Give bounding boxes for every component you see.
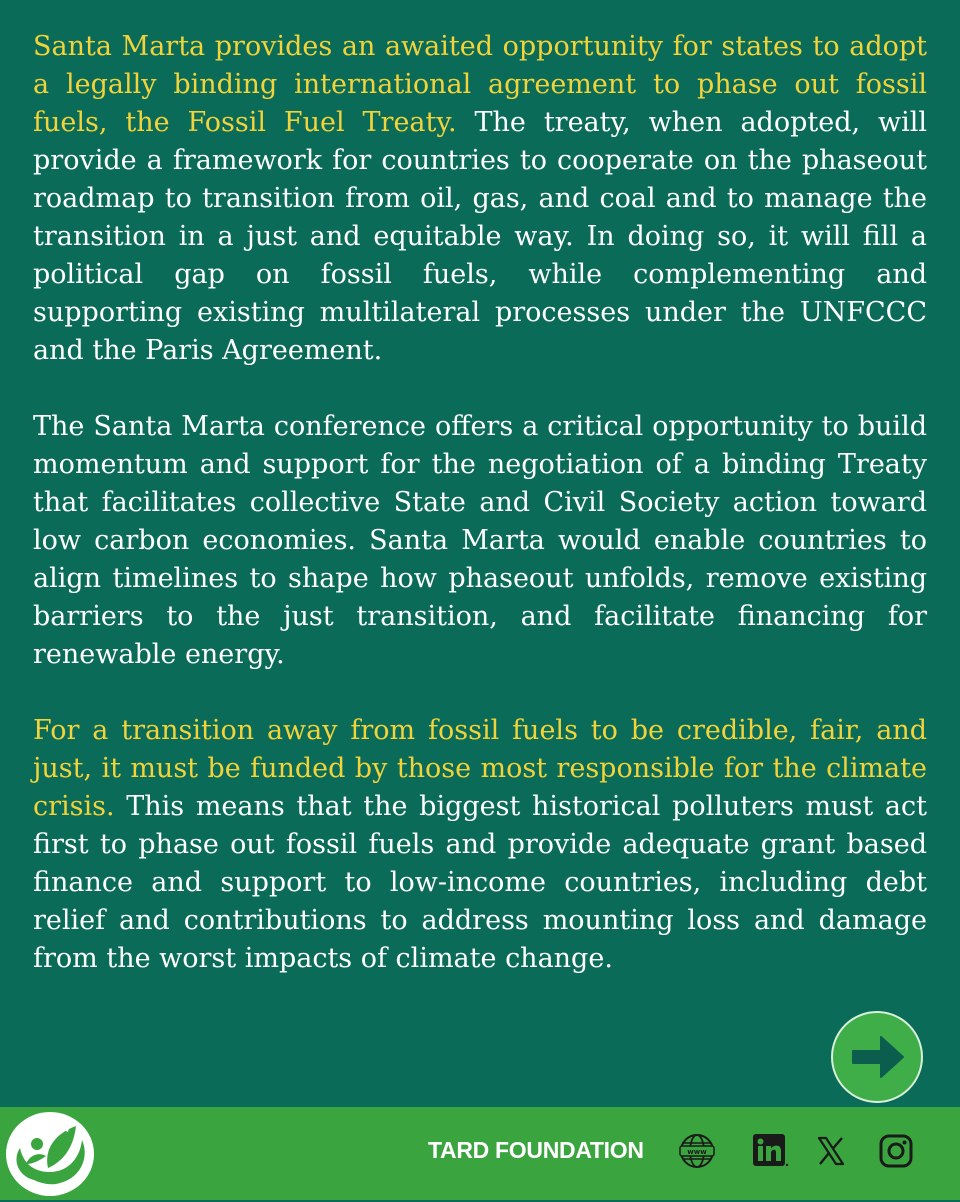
paragraph-1 bbox=[33, 28, 927, 370]
svg-text:www: www bbox=[687, 1148, 707, 1156]
tard-foundation-logo bbox=[4, 1110, 96, 1198]
organization-name: TARD FOUNDATION bbox=[428, 1137, 644, 1163]
paragraph-3-body: This means that the biggest historical polluters must act first to phase out fossil fuels and provide adequate grant based finance and support to low-income countries, including debt relief and contributions to address mounting loss and damage from the worst impacts of climate change. bbox=[33, 791, 927, 974]
footer-bar bbox=[0, 1107, 960, 1200]
x-icon[interactable] bbox=[812, 1132, 850, 1170]
paragraph-2-body: The Santa Marta conference offers a critical opportunity to build momentum and support for the negotiation of a binding Treaty that facilitates collective State and Civil Society action toward low carbon economies. Santa Marta would enable countries to align timelines to shape how phaseout unfolds, remove existing barriers to the just transition, and facilitate financing for renewable energy. bbox=[33, 411, 927, 670]
main-content bbox=[33, 28, 927, 1016]
paragraph-2 bbox=[33, 408, 927, 674]
paragraph-1-highlight: Santa Marta provides an awaited opportunity for states to adopt a legally binding international agreement to phase out fossil fuels, the Fossil Fuel Treaty. bbox=[33, 31, 927, 138]
paragraph-1-body: The treaty, when adopted, will provide a framework for countries to cooperate on the phaseout roadmap to transition from oil, gas, and coal and to manage the transition in a just and equitable way. In doing so, it will fill a political gap on fossil fuels, while complementing and supporting existing multilateral processes under the UNFCCC and the Paris Agreement. bbox=[33, 107, 927, 366]
arrow-right-icon bbox=[845, 1027, 909, 1087]
instagram-icon[interactable] bbox=[877, 1132, 915, 1170]
website-globe-icon[interactable] bbox=[678, 1132, 716, 1170]
linkedin-icon[interactable] bbox=[751, 1132, 789, 1170]
paragraph-3-highlight: For a transition away from fossil fuels to be credible, fair, and just, it must be funded by those most responsible for the climate crisis. bbox=[33, 715, 927, 822]
next-slide-button[interactable] bbox=[831, 1011, 923, 1103]
paragraph-3 bbox=[33, 712, 927, 978]
